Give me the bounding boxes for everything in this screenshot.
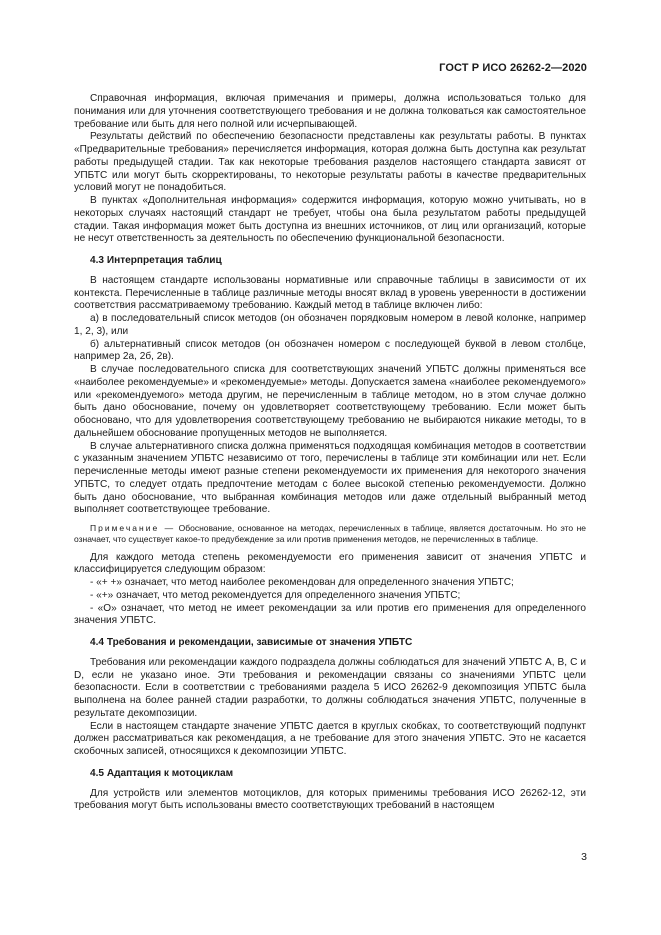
dash-item-no-recommendation: - «О» означает, что метод не имеет рекомендации за или против его применения для определенного значения УПБТС. — [74, 602, 586, 627]
page-number: 3 — [581, 851, 587, 863]
paragraph-consecutive-list: В случае последовательного списка для соответствующих значений УПБТС должны применяться все «наиболее рекомендуемые» и «рекомендуемые» методы. Допускается замена «наиболее рекомендуемого» или «рекомендуемого» метода другим, не перечисленным в таблице методом, но в этом случае должно быть дано обоснование, почему он удовлетворяет соответствующему требованию. Если может быть обосновано, что для удовлетворения соответствующему требованию не выбираются никакие методы, то в дальнейшем обоснование пропущенных методов не выполняется. — [74, 364, 586, 439]
paragraph-work-products: Результаты действий по обеспечению безопасности представлены как результаты работы. В пунктах «Предварительные требования» перечисляется информация, которая должна быть доступна как результат работы предыдущей стадии. Так как некоторые требования разделов настоящего стандарта зависят от УПБТС или могут быть скорректированы, то некоторые результаты работы в качестве предварительных условий могут не понадобиться. — [74, 131, 586, 194]
list-item-b: б) альтернативный список методов (он обозначен номером с последующей буквой в левом столбце, например 2а, 2б, 2в). — [74, 338, 586, 363]
paragraph-motorcycles: Для устройств или элементов мотоциклов, для которых применимы требования ИСО 26262-12, эти требования могут быть использованы вместо соответствующих требований в настоящем — [74, 787, 586, 812]
section-heading-4-3: 4.3 Интерпретация таблиц — [90, 255, 222, 266]
document-code: ГОСТ Р ИСО 26262-2—2020 — [439, 62, 587, 74]
note-label: Примечание — — [90, 523, 176, 533]
paragraph-additional-info: В пунктах «Дополнительная информация» содержится информация, которую можно учитывать, но в некоторых случаях настоящий стандарт не требует, чтобы она была результатом работы предыдущей стадии. Такая информация может быть доступна из внешних источников, от лиц или организаций, которые не несут ответственность за деятельность по обеспечению функциональной безопасности. — [74, 195, 586, 245]
paragraph-tables-intro: В настоящем стандарте использованы нормативные или справочные таблицы в зависимости от их контекста. Перечисленные в таблице различные методы вносят вклад в уровень уверенности в достижении соответствия рассматриваемому требованию. Каждый метод в таблице включен либо: — [74, 274, 586, 312]
dash-item-recommended: - «+» означает, что метод рекомендуется для определенного значения УПБТС; — [90, 589, 461, 601]
paragraph-reference-info: Справочная информация, включая примечания и примеры, должна использоваться только для понимания или для уточнения соответствующего требования и не должна толковаться как самостоятельное требование или быть для него полной или исчерпывающей. — [74, 93, 586, 130]
paragraph-recommendation-levels: Для каждого метода степень рекомендуемости его применения зависит от значения УПБТС и классифицируется следующим образом: — [74, 551, 586, 576]
dash-item-highly-recommended: - «+ +» означает, что метод наиболее рекомендован для определенного значения УПБТС; — [90, 577, 514, 589]
section-heading-4-5: 4.5 Адаптация к мотоциклам — [90, 767, 234, 779]
list-item-a: а) в последовательный список методов (он обозначен порядковым номером в левой колонке, например 1, 2, 3), или — [74, 313, 586, 337]
section-heading-4-4: 4.4 Требования и рекомендации, зависимые от значения УПБТС — [90, 637, 413, 649]
page-content — [74, 93, 586, 813]
paragraph-alternative-list: В случае альтернативного списка должна применяться подходящая комбинация методов в соответствии с указанным значением УПБТС независимо от того, перечислены в таблице эти комбинации или нет. Если перечисленные методы имеют разные степени рекомендуемости их применения для некоторого значения УПБТС, то следует отдать предпочтение методам с более высокой степенью рекомендуемости. Должно быть дано обоснование, что выбранная комбинация методов или даже отдельный выбранный метод выполняет соответствующее требование. — [74, 440, 586, 516]
paragraph-asil-brackets: Если в настоящем стандарте значение УПБТС дается в круглых скобках, то соответствующий подпункт должен рассматриваться как рекомендация, а не требование для этого значения УПБТС. Это не касается скобочных записей, относящихся к декомпозиции УПБТС. — [74, 720, 586, 758]
paragraph-asil-requirements: Требования или рекомендации каждого подраздела должны соблюдаться для значений УПБТС А, В, С и D, если не указано иное. Эти требования и рекомендации связаны со значениями УПБТС цели безопасности. Если в соответствии с требованиями раздела 5 ИСО 26262-9 декомпозиция УПБТС была выполнена на более ранней стадии разработки, то должны соблюдаться значения УПБТС, полученные в результате декомпозиции. — [74, 656, 586, 719]
note-text: Обоснование, основанное на методах, перечисленных в таблице, является достаточным. Но это не означает, что существует какое-то предубеждение за или против применения методов, не перечисленных в таблице. — [74, 523, 587, 545]
note — [74, 523, 586, 546]
